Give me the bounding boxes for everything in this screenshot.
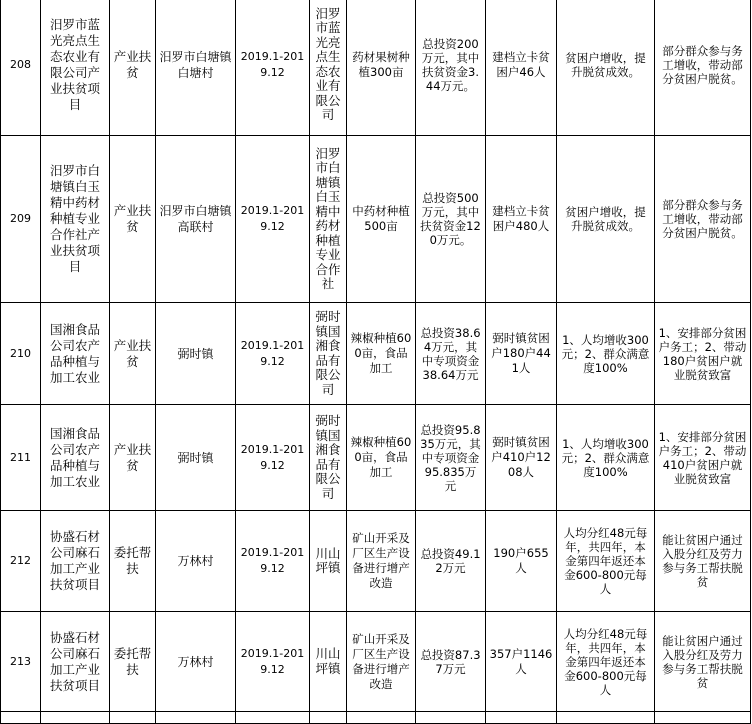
implementing-unit: 川山坪镇 bbox=[310, 511, 347, 612]
construction-content: 辣椒种植600亩，食品加工 bbox=[347, 303, 416, 405]
implementing-unit: 弼时镇国湘食品有限公司 bbox=[310, 303, 347, 405]
project-period: 2019.1-2019.12 bbox=[236, 511, 310, 612]
table-row bbox=[1, 0, 751, 136]
construction-content: 中药材种植500亩 bbox=[347, 136, 416, 303]
implementing-unit: 汨罗市白塘镇白玉精中药材种植专业合作社 bbox=[310, 136, 347, 303]
row-number: 212 bbox=[1, 511, 41, 612]
project-period: 2019.1-2019.12 bbox=[236, 303, 310, 405]
beneficiaries: 357户1146人 bbox=[486, 612, 557, 712]
project-name: 汨罗市白塘镇白玉精中药材种植专业合作社产业扶贫项目 bbox=[41, 136, 110, 303]
investment: 总投资38.64万元，其中专项资金38.64万元 bbox=[416, 303, 486, 405]
project-name: 协盛石材公司麻石加工产业扶贫项目 bbox=[41, 612, 110, 712]
benefit-mechanism: 1、安排部分贫困户务工；2、带动180户贫困户就业脱贫致富 bbox=[655, 303, 751, 405]
project-type: 产业扶贫 bbox=[110, 136, 156, 303]
investment: 总投资49.12万元 bbox=[416, 511, 486, 612]
performance-target: 贫困户增收，提升脱贫成效。 bbox=[557, 0, 655, 136]
row-number: 211 bbox=[1, 405, 41, 511]
project-location: 弼时镇 bbox=[156, 405, 236, 511]
construction-content: 药材果树种植300亩 bbox=[347, 0, 416, 136]
project-name: 协盛石材公司麻石加工产业扶贫项目 bbox=[41, 511, 110, 612]
project-period: 2019.1-2019.12 bbox=[236, 405, 310, 511]
investment: 总投资95.835万元，其中专项资金95.835万元 bbox=[416, 405, 486, 511]
benefit-mechanism: 能让贫困户通过入股分红及劳力参与务工帮扶脱贫 bbox=[655, 612, 751, 712]
table-row bbox=[1, 511, 751, 612]
project-type: 委托帮扶 bbox=[110, 612, 156, 712]
project-type: 委托帮扶 bbox=[110, 511, 156, 612]
row-number: 208 bbox=[1, 0, 41, 136]
project-name: 国湘食品公司农产品种植与加工农业 bbox=[41, 405, 110, 511]
table-row bbox=[1, 136, 751, 303]
project-name: 汨罗市蓝光亮点生态农业有限公司产业扶贫项目 bbox=[41, 0, 110, 136]
construction-content: 矿山开采及厂区生产设备进行增产改造 bbox=[347, 612, 416, 712]
project-type: 产业扶贫 bbox=[110, 303, 156, 405]
performance-target: 贫困户增收，提升脱贫成效。 bbox=[557, 136, 655, 303]
row-number: 209 bbox=[1, 136, 41, 303]
beneficiaries: 建档立卡贫困户480人 bbox=[486, 136, 557, 303]
construction-content: 辣椒种植600亩，食品加工 bbox=[347, 405, 416, 511]
implementing-unit: 川山坪镇 bbox=[310, 612, 347, 712]
project-type: 产业扶贫 bbox=[110, 0, 156, 136]
project-location: 汨罗市白塘镇白塘村 bbox=[156, 0, 236, 136]
investment: 总投资500万元，其中扶贫资金120万元。 bbox=[416, 136, 486, 303]
benefit-mechanism: 部分群众参与务工增收，带动部分贫困户脱贫。 bbox=[655, 0, 751, 136]
project-type: 产业扶贫 bbox=[110, 405, 156, 511]
performance-target: 1、人均增收300元；2、群众满意度100% bbox=[557, 303, 655, 405]
implementing-unit: 弼时镇国湘食品有限公司 bbox=[310, 405, 347, 511]
benefit-mechanism: 能让贫困户通过入股分红及劳力参与务工帮扶脱贫 bbox=[655, 511, 751, 612]
project-location: 弼时镇 bbox=[156, 303, 236, 405]
table-row bbox=[1, 405, 751, 511]
table-row bbox=[1, 612, 751, 712]
row-number: 210 bbox=[1, 303, 41, 405]
table-row bbox=[1, 303, 751, 405]
project-period: 2019.1-2019.12 bbox=[236, 136, 310, 303]
beneficiaries: 弼时镇贫困户410户1208人 bbox=[486, 405, 557, 511]
benefit-mechanism: 1、安排部分贫困户务工；2、带动410户贫困户就业脱贫致富 bbox=[655, 405, 751, 511]
row-number: 213 bbox=[1, 612, 41, 712]
project-period: 2019.1-2019.12 bbox=[236, 0, 310, 136]
project-period: 2019.1-2019.12 bbox=[236, 612, 310, 712]
beneficiaries: 建档立卡贫困户46人 bbox=[486, 0, 557, 136]
table-row-partial bbox=[1, 712, 751, 724]
beneficiaries: 弼时镇贫困户180户441人 bbox=[486, 303, 557, 405]
investment: 总投资87.37万元 bbox=[416, 612, 486, 712]
construction-content: 矿山开采及厂区生产设备进行增产改造 bbox=[347, 511, 416, 612]
implementing-unit: 汨罗市蓝光亮点生态农业有限公司 bbox=[310, 0, 347, 136]
project-location: 汨罗市白塘镇高联村 bbox=[156, 136, 236, 303]
beneficiaries: 190户655人 bbox=[486, 511, 557, 612]
project-location: 万林村 bbox=[156, 511, 236, 612]
benefit-mechanism: 部分群众参与务工增收，带动部分贫困户脱贫。 bbox=[655, 136, 751, 303]
project-name: 国湘食品公司农产品种植与加工农业 bbox=[41, 303, 110, 405]
investment: 总投资200万元，其中扶贫资金3.44万元。 bbox=[416, 0, 486, 136]
project-location: 万林村 bbox=[156, 612, 236, 712]
performance-target: 人均分红48元每年，共四年，本金第四年返还本金600-800元每人 bbox=[557, 612, 655, 712]
performance-target: 1、人均增收300元；2、群众满意度100% bbox=[557, 405, 655, 511]
performance-target: 人均分红48元每年，共四年，本金第四年返还本金600-800元每人 bbox=[557, 511, 655, 612]
